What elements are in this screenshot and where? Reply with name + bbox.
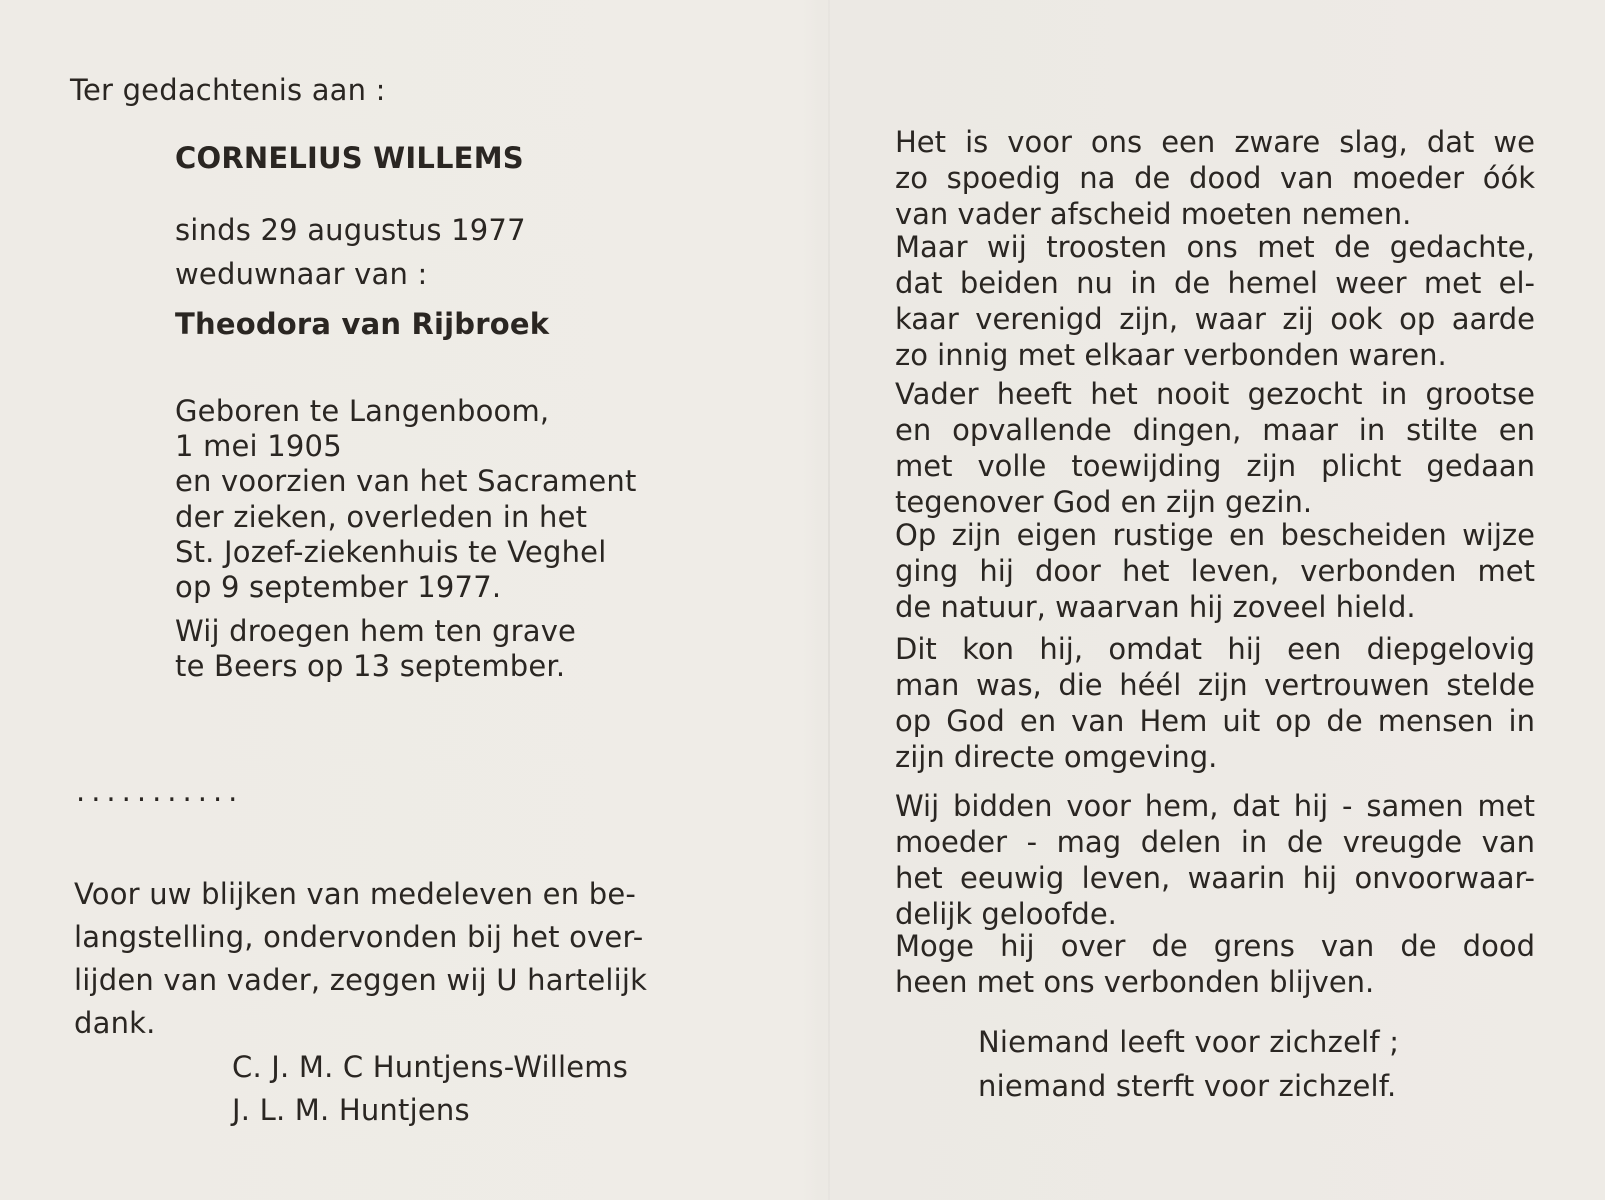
thanks-line: langstelling, ondervonden bij het over- [74,920,644,954]
text-line: Vader heeft het nooit gezocht in grootse [895,377,1535,411]
text-line: Moge hij over de grens van de dood [895,929,1535,963]
burial-line: te Beers op 13 september. [175,649,566,683]
bio-line: 1 mei 1905 [175,429,342,463]
text-line: Wij bidden voor hem, dat hij - samen met [895,789,1535,823]
text-line: ging hij door het leven, verbonden met [895,554,1535,588]
widower-date: sinds 29 augustus 1977 [175,213,526,247]
closing-line: niemand sterft voor zichzelf. [978,1069,1397,1103]
paragraph-2 [895,229,1535,373]
paragraph-6 [895,788,1535,932]
widower-label: weduwnaar van : [175,257,428,291]
text-line: Maar wij troosten ons met de gedachte, [895,230,1535,264]
text-line: het eeuwig leven, waarin hij onvoorwaar- [895,861,1535,895]
intro-text: Ter gedachtenis aan : [70,73,386,107]
text-line: en opvallende dingen, maar in stilte en [895,413,1535,447]
bio-line: der zieken, overleden in het [175,500,588,534]
dotted-separator: ........... [76,774,244,808]
thanks-line: dank. [74,1006,156,1040]
text-line: van vader afscheid moeten nemen. [895,197,1412,231]
text-line: de natuur, waarvan hij zoveel hield. [895,590,1416,624]
text-line: dat beiden nu in de hemel weer met el- [895,266,1535,300]
spouse-name: Theodora van Rijbroek [175,307,550,341]
text-line: man was, die héél zijn vertrouwen stelde [895,668,1535,702]
bio-line: St. Jozef-ziekenhuis te Veghel [175,535,607,569]
text-line: heen met ons verbonden blijven. [895,965,1375,999]
bio-line: Geboren te Langenboom, [175,394,550,428]
text-line: tegenover God en zijn gezin. [895,485,1313,519]
text-line: met volle toewijding zijn plicht gedaan [895,449,1535,483]
paragraph-4 [895,517,1535,625]
text-line: op God en van Hem uit op de mensen in [895,704,1535,738]
paragraph-3 [895,376,1535,520]
text-line: zo innig met elkaar verbonden waren. [895,338,1447,372]
text-line: Het is voor ons een zware slag, dat we [895,125,1535,159]
paragraph-5 [895,631,1535,775]
text-line: delijk geloofde. [895,897,1117,931]
burial-line: Wij droegen hem ten grave [175,614,577,648]
text-line: kaar verenigd zijn, waar zij ook op aarde [895,302,1535,336]
signature-line: J. L. M. Huntjens [232,1093,470,1127]
deceased-name: CORNELIUS WILLEMS [175,141,524,175]
paragraph-7 [895,928,1535,1000]
thanks-line: lijden van vader, zeggen wij U hartelijk [74,963,648,997]
text-line: moeder - mag delen in de vreugde van [895,825,1535,859]
signature-line: C. J. M. C Huntjens-Willems [232,1050,629,1084]
text-line: Op zijn eigen rustige en bescheiden wijze [895,518,1535,552]
bio-line: en voorzien van het Sacrament [175,464,637,498]
text-line: zo spoedig na de dood van moeder óók [895,161,1535,195]
bio-line: op 9 september 1977. [175,570,502,604]
thanks-line: Voor uw blijken van medeleven en be- [74,877,637,911]
text-line: Dit kon hij, omdat hij een diepgelovig [895,632,1535,666]
text-line: zijn directe omgeving. [895,740,1218,774]
right-page [830,0,1605,1200]
closing-line: Niemand leeft voor zichzelf ; [978,1025,1400,1059]
paragraph-1 [895,124,1535,232]
